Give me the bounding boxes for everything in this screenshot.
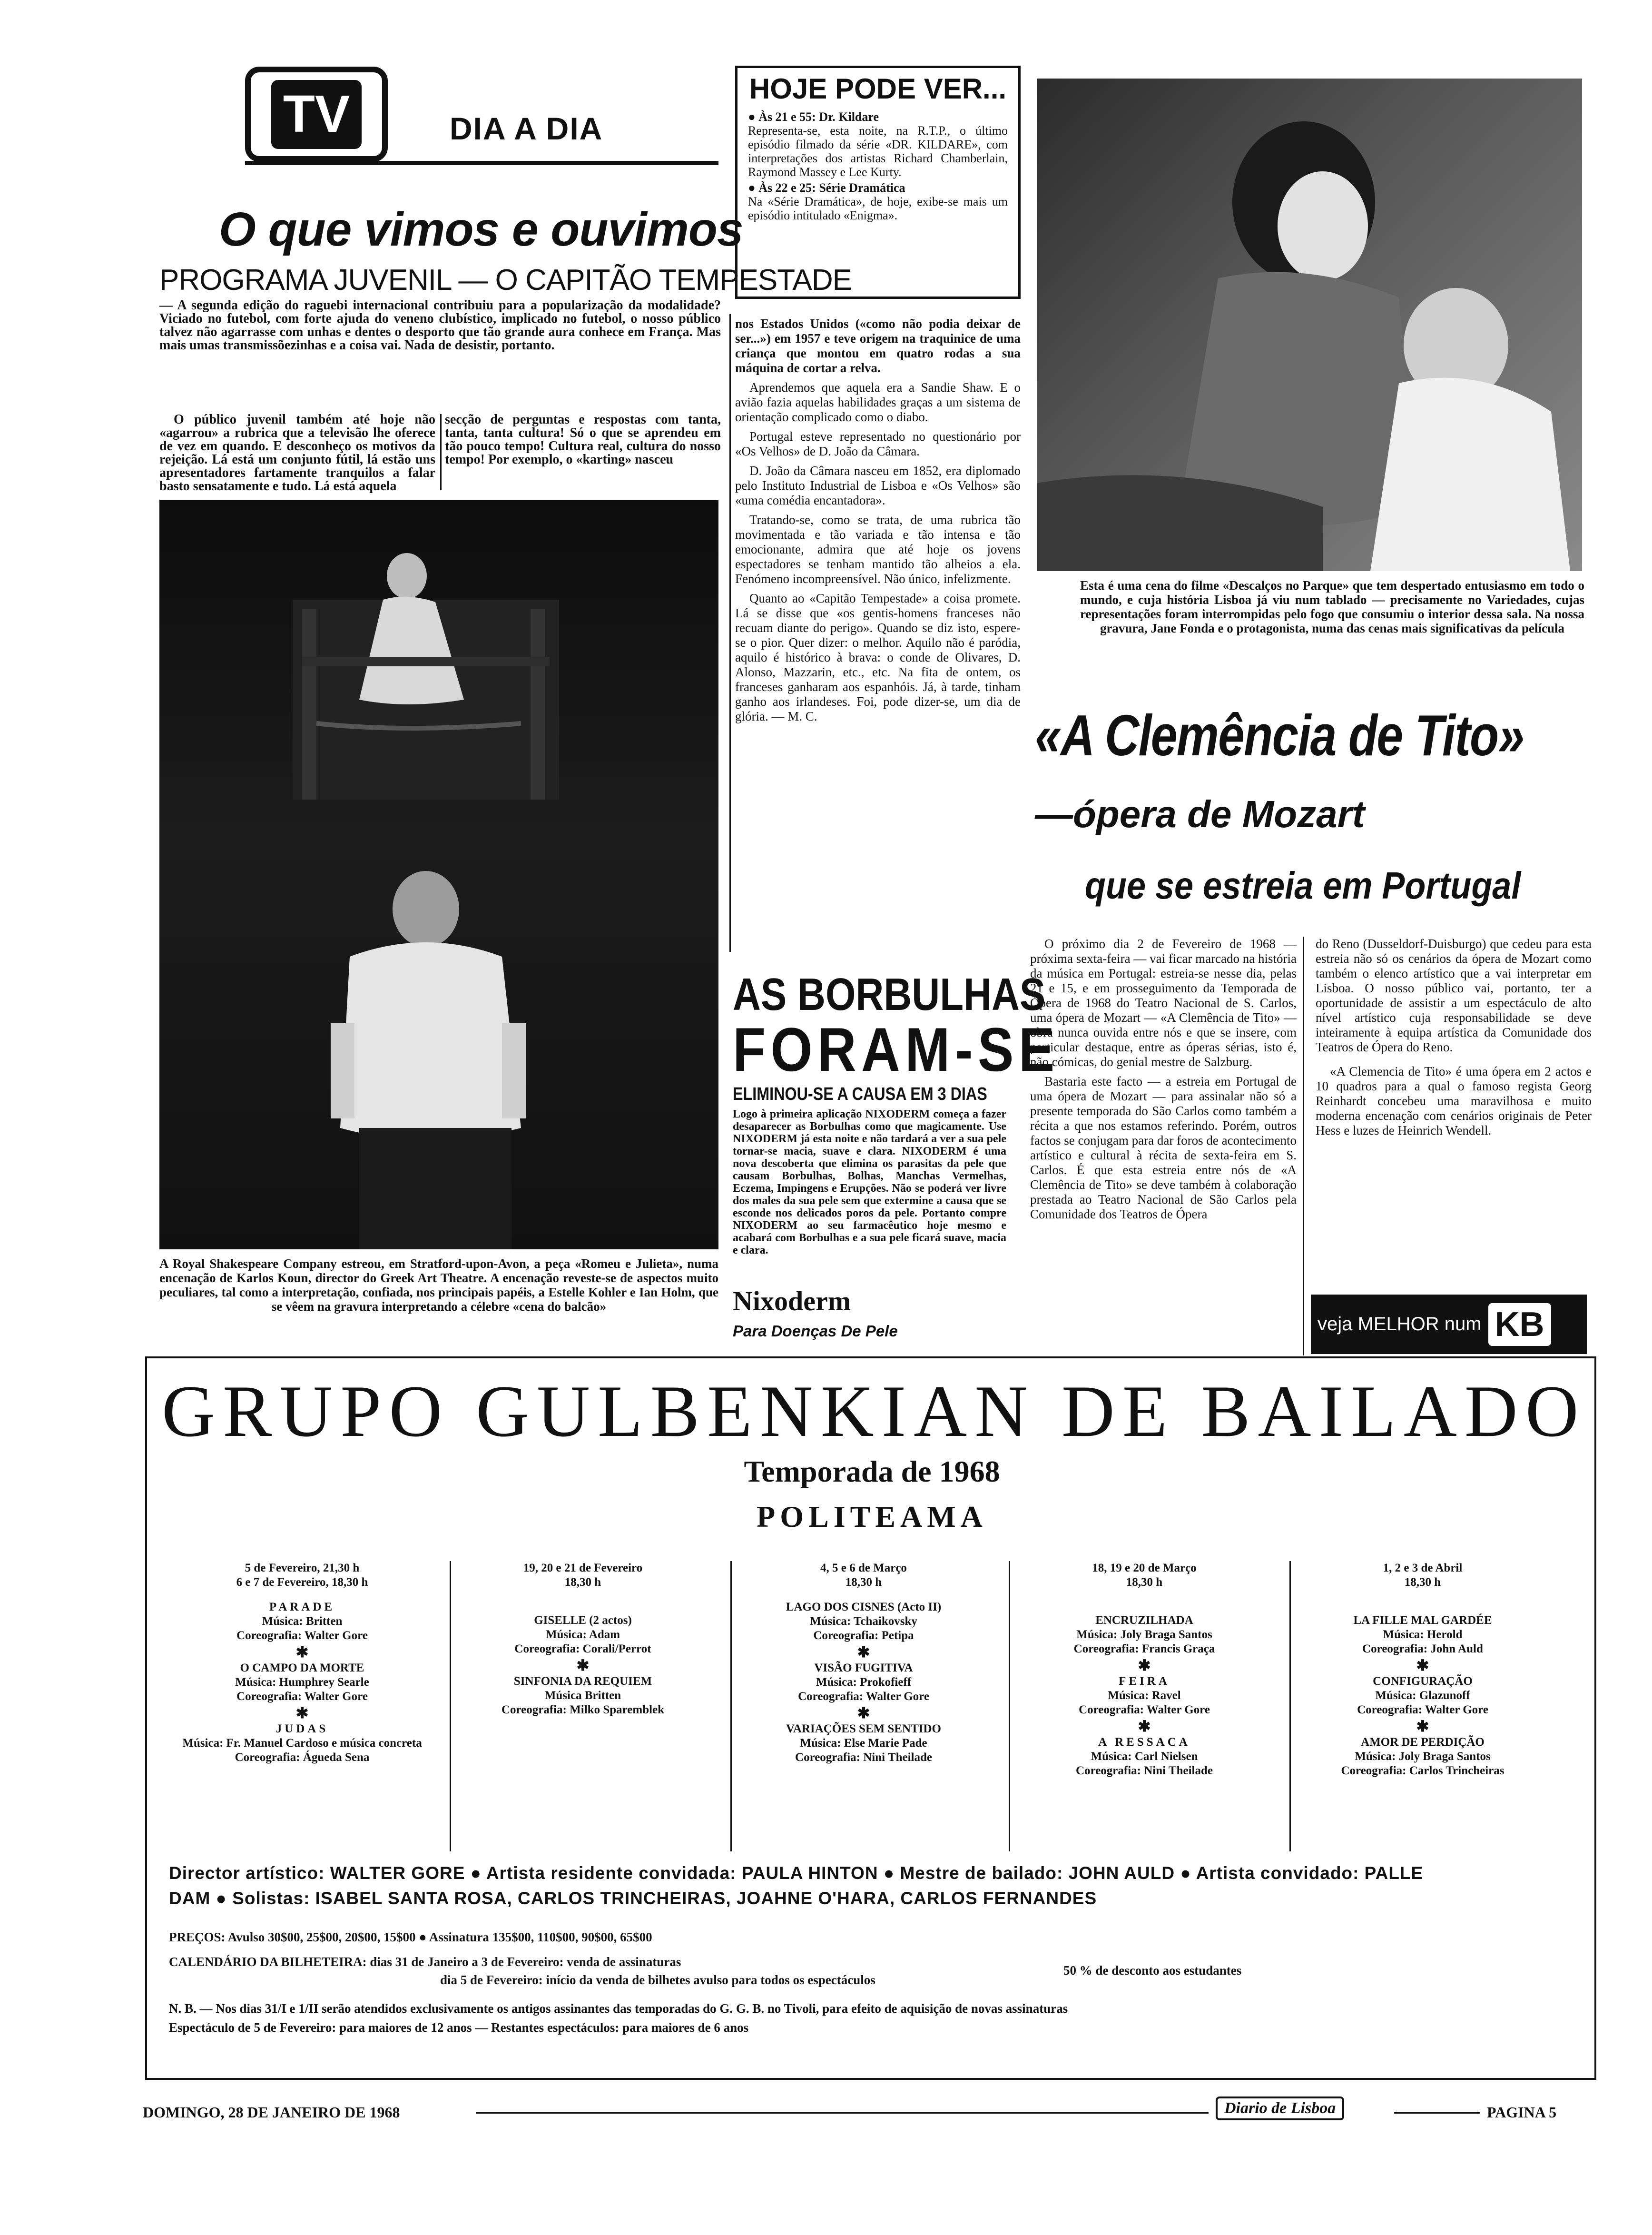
nixo-body: Logo à primeira aplicação NIXODERM começa a fazer desaparecer as Borbulhas como que magicamente. Use NIXODERM já esta noite e não tardará a ver a sua pele tornar-se macia, suave e clara. NIXODERM é uma nova descoberta que elimina os parasitas da pele que causam Borbulhas, Bolhas, Manchas Vermelhas, Eczema, Impingens e Erupções. Não se poderá ver livre dos males da sua pele sem que extermine a causa que se esconde nos delicados poros da pele. Portanto compre NIXODERM ao seu farmacêutico hoje mesmo e acabará com Borbulhas e a sua pele ficará suave, macia e clara.: [733, 1108, 1006, 1256]
col1-work3-title: JUDAS: [275, 1722, 329, 1735]
kb-ad-text: veja MELHOR num: [1318, 1314, 1482, 1335]
col5-work3-title: AMOR DE PERDIÇÃO: [1361, 1736, 1485, 1749]
col5-work1-title: LA FILLE MAL GARDÉE: [1353, 1614, 1492, 1627]
col4-work3-music: Música: Carl Nielsen: [1091, 1750, 1198, 1763]
col-divider-1: [440, 414, 442, 490]
col3-date2: 18,30 h: [845, 1576, 882, 1589]
prices: PREÇOS: Avulso 30$00, 25$00, 20$00, 15$00 ● Assinatura 135$00, 110$00, 90$00, 65$00: [169, 1930, 652, 1944]
col5-work3-choreo: Coreografia: Carlos Trincheiras: [1341, 1764, 1504, 1777]
col4-work3-title: A RESSACA: [1098, 1736, 1190, 1749]
col2-work2-music: Música Britten: [544, 1689, 621, 1702]
hoje-item2-text: Na «Série Dramática», de hoje, exibe-se mais um episódio intitulado «Enigma».: [748, 195, 1008, 222]
footer-page: PAGINA 5: [1487, 2104, 1557, 2121]
col3-work2-music: Música: Prokofieff: [816, 1676, 912, 1689]
col3-work2-choreo: Coreografia: Walter Gore: [798, 1690, 929, 1703]
col2-work1-choreo: Coreografia: Corali/Perrot: [514, 1642, 651, 1655]
program-col-2: [457, 1561, 709, 1717]
section-name: DIA A DIA: [450, 111, 603, 146]
col2-date1: 19, 20 e 21 de Fevereiro: [523, 1562, 643, 1574]
col1-date2: 6 e 7 de Fevereiro, 18,30 h: [236, 1576, 368, 1589]
col4-work1-choreo: Coreografia: Francis Graça: [1073, 1642, 1215, 1655]
article-subtitle: PROGRAMA JUVENIL — O CAPITÃO TEMPESTADE: [159, 264, 852, 297]
col2-work2-title: SINFONIA DA REQUIEM: [513, 1675, 652, 1688]
prog-divider-2: [730, 1561, 732, 1851]
col3-work2-title: VISÃO FUGITIVA: [814, 1661, 913, 1674]
calendar-2: dia 5 de Fevereiro: início da venda de bilhetes avulso para todos os espectáculos: [440, 1973, 875, 1987]
opera-title: «A Clemência de Tito»: [1035, 703, 1524, 768]
calendar-1: CALENDÁRIO DA BILHETEIRA: dias 31 de Janeiro a 3 de Fevereiro: venda de assinaturas: [169, 1955, 681, 1969]
col5-work1-music: Música: Herold: [1383, 1628, 1463, 1641]
hoje-item1-title: Dr. Kildare: [819, 110, 879, 124]
col1-work1-title: PARADE: [269, 1601, 335, 1613]
col4-work2-title: FEIRA: [1119, 1675, 1170, 1688]
col1-work2-music: Música: Humphrey Searle: [235, 1676, 369, 1689]
article-p2a-wrap: [159, 413, 435, 498]
col4-work1-music: Música: Joly Braga Santos: [1076, 1628, 1212, 1641]
star-icon: ✱: [1416, 1657, 1429, 1674]
hoje-box: [735, 66, 1021, 299]
star-icon: ✱: [1416, 1718, 1429, 1735]
footer-rule-left: [476, 2112, 1209, 2114]
col1-work1-music: Música: Britten: [262, 1615, 343, 1628]
photo-romeo-juliet: [159, 500, 718, 1249]
photo-descalcos-drawing: [1037, 79, 1582, 571]
col3-work3-title: VARIAÇÕES SEM SENTIDO: [786, 1722, 941, 1735]
article-lead: [159, 299, 721, 357]
program-col-4: [1018, 1561, 1270, 1778]
opera-c1-p1: O próximo dia 2 de Fevereiro de 1968 — próxima sexta-feira — vai ficar marcado na história da música em Portugal: estreia-se nesse dia, pelas 21 e 15, e em prosseguimento da Temporada de Ópera de 1968 do Teatro Nacional de S. Carlos, uma ópera de Mozart — «A Clemência de Tito» — obra nunca ouvida entre nós e que se insere, com particular destaque, entre as óperas sérias, isto é, não cómicas, do genial mestre de Salzburg.: [1030, 937, 1297, 1069]
tv-logo-inner: [271, 80, 362, 149]
nixo-brand: Nixoderm: [733, 1286, 851, 1316]
col4-work1-title: ENCRUZILHADA: [1095, 1614, 1193, 1627]
opera-col1: [1030, 937, 1297, 1226]
col5-date2: 18,30 h: [1404, 1576, 1441, 1589]
star-icon: ✱: [295, 1643, 309, 1661]
col5-work2-title: CONFIGURAÇÃO: [1373, 1675, 1473, 1688]
discount: 50 % de desconto aos estudantes: [1063, 1963, 1242, 1978]
col5-work3-music: Música: Joly Braga Santos: [1355, 1750, 1491, 1763]
photo-right-caption: Esta é uma cena do filme «Descalços no Parque» que tem despertado entusiasmo em todo o mundo, e cuja história Lisboa já viu num tablado — precisamente no Variedades, cujas representações foram interrompidas pelo fogo que consumiu o interior dessa sala. Na nossa gravura, Jane Fonda e o protagonista, numa das cenas mais significativas da película: [1080, 578, 1584, 635]
opera-sub2: que se estreia em Portugal: [1085, 864, 1521, 907]
col2-work2-choreo: Coreografia: Milko Sparemblek: [501, 1703, 665, 1716]
col3-work1-choreo: Coreografia: Petipa: [813, 1629, 914, 1642]
prog-divider-4: [1289, 1561, 1291, 1851]
col1-work3-music: Música: Fr. Manuel Cardoso e música concreta: [182, 1737, 422, 1750]
col-divider-3: [1303, 937, 1304, 1355]
col1-work2-title: O CAMPO DA MORTE: [240, 1661, 364, 1674]
nb-1: N. B. — Nos dias 31/I e 1/II serão atendidos exclusivamente os antigos assinantes das temporadas do G. G. B. no Tivoli, para efeito de aquisição de novas assinaturas: [169, 2001, 1068, 2016]
hoje-item-2: ● Às 22 e 25: Série Dramática Na «Série Dramática», de hoje, exibe-se mais um episódio intitulado «Enigma».: [748, 181, 1008, 222]
col4-date2: 18,30 h: [1126, 1576, 1163, 1589]
article-title: O que vimos e ouvimos: [219, 203, 743, 256]
tv-logo-text: TV: [283, 85, 350, 143]
col2-date2: 18,30 h: [564, 1576, 601, 1589]
program-col-1: [176, 1561, 428, 1765]
col5-work2-choreo: Coreografia: Walter Gore: [1357, 1703, 1488, 1716]
credits-line-1: Director artístico: WALTER GORE ● Artista residente convidada: PAULA HINTON ● Mestre de bailado: JOHN AULD ● Artista convidado: PALLE: [169, 1863, 1424, 1883]
gulbenkian-season: Temporada de 1968: [744, 1454, 1000, 1488]
col2-work1-title: GISELLE (2 actos): [534, 1614, 632, 1627]
hoje-item2-time: Às 22 e 25:: [758, 181, 816, 195]
star-icon: ✱: [295, 1704, 309, 1721]
program-col-5: [1297, 1561, 1549, 1778]
article-p2b: secção de perguntas e respostas com tanta, tanta, tanta cultura! Só o que se aprendeu em tão pouco tempo! Cultura real, cultura do nosso tempo! Por exemplo, o «karting» nasceu: [445, 412, 721, 467]
hoje-item1-time: Às 21 e 55:: [758, 110, 816, 124]
article-p2b-wrap: [445, 413, 721, 471]
tv-logo-box: [245, 67, 388, 162]
col4-work2-choreo: Coreografia: Walter Gore: [1079, 1703, 1210, 1716]
col2-p1: nos Estados Unidos («como não podia deixar de ser...») em 1957 e teve origem na traquinice de uma criança que montou em quatro rodas a sua máquina de cortar a relva.: [735, 316, 1021, 375]
col3-date1: 4, 5 e 6 de Março: [820, 1562, 907, 1574]
col4-date1: 18, 19 e 20 de Março: [1092, 1562, 1197, 1574]
col1-date1: 5 de Fevereiro, 21,30 h: [245, 1562, 360, 1574]
opera-c2-p2: «A Clemencia de Tito» é uma ópera em 2 actos e 10 quadros para a qual o famoso regista Georg Reinhardt concebeu uma maravilhosa e muito moderna encenação com cenários originais de Peter Hess e luzes de Heinrich Wendell.: [1316, 1064, 1592, 1137]
photo-left-caption: A Royal Shakespeare Company estreou, em Stratford-upon-Avon, a peça «Romeu e Julieta», numa encenação de Karlos Koun, director do Greek Art Theatre. A encenação reveste-se de aspectos muito peculiares, tal como a interpretação, confiada, nos principais papéis, a Estelle Kohler e Ian Holm, que se vêem na gravura interpretando a célebre «cena do balcão»: [159, 1256, 718, 1314]
gulbenkian-venue: POLITEAMA: [757, 1500, 987, 1533]
prog-divider-1: [450, 1561, 451, 1851]
kb-ad: [1311, 1295, 1587, 1354]
col2-p3: Portugal esteve representado no questionário por «Os Velhos» de D. João da Câmara.: [735, 429, 1021, 458]
nixo-sub: ELIMINOU-SE A CAUSA EM 3 DIAS: [733, 1084, 987, 1104]
hoje-item-1: ● Às 21 e 55: Dr. Kildare Representa-se, esta noite, na R.T.P., o último episódio filmado da série «DR. KILDARE», com interpretações dos artistas Richard Chamberlain, Raymond Massey e Lee Kurty.: [748, 110, 1008, 179]
article-p2a: O público juvenil também até hoje não «agarrou» a rubrica que a televisão lhe oferece de vez em quando. E desconheço os motivos da rejeição. Lá está um conjunto fútil, lá estão uns apresentadores fartamente tranquilos a falar basto sensatamente e tudo. Lá está aquela: [159, 412, 435, 494]
nixo-headline-2: FORAM-SE: [733, 1015, 1060, 1084]
col2-work1-music: Música: Adam: [545, 1628, 620, 1641]
col4-work2-music: Música: Ravel: [1108, 1689, 1181, 1702]
col1-work3-choreo: Coreografia: Águeda Sena: [235, 1751, 370, 1764]
col5-date1: 1, 2 e 3 de Abril: [1383, 1562, 1463, 1574]
opera-sub1: —ópera de Mozart: [1035, 793, 1365, 835]
footer-date: DOMINGO, 28 DE JANEIRO DE 1968: [143, 2104, 400, 2121]
opera-c1-p2: Bastaria este facto — a estreia em Portugal de uma ópera de Mozart — para assinalar não só a presente temporada do São Carlos como também a récita a que nos estamos referindo. Porém, outros factos se conjugam para dar foros de acontecimento artístico e cultural à récita de sexta-feira em S. Carlos. É que esta estreia entre nós de «A Clemência de Tito» se deve também à colaboração prestada ao Teatro Nacional de São Carlos pela Comunidade dos Teatros de Ópera: [1030, 1074, 1297, 1221]
hoje-title: HOJE PODE VER...: [749, 73, 1007, 105]
footer-rule-right: [1394, 2112, 1480, 2114]
col1-work1-choreo: Coreografia: Walter Gore: [236, 1629, 368, 1642]
hoje-item2-title: Série Dramática: [819, 181, 905, 195]
header-rule: [245, 161, 718, 165]
col2-p6: Quanto ao «Capitão Tempestade» a coisa promete. Lá se disse que «os gentis-homens franceses não recuam diante do perigo». Quando se diz isto, espere-se o pior. Quer dizer: o melhor. Aquilo não é paródia, aquilo é histórico à brava: o conde de Olivares, D. Alonso, Mazzarin, etc., etc. Na fita de ontem, os franceses ganharam aos espanhóis. Já, à tarde, tinham ganho aos irlandeses. Foi, pode dizer-se, um dia de glória. — M. C.: [735, 591, 1021, 723]
col3-work1-title: LAGO DOS CISNES (Acto II): [786, 1601, 942, 1613]
program-col-3: [738, 1561, 990, 1765]
col4-work3-choreo: Coreografia: Nini Theilade: [1076, 1764, 1213, 1777]
star-icon: ✱: [576, 1657, 590, 1674]
photo-romeo-juliet-drawing: [159, 500, 718, 1249]
star-icon: ✱: [857, 1643, 870, 1661]
col2-p5: Tratando-se, como se trata, de uma rubrica tão movimentada e tão variada e tão intensa e tão emocionante, admira que até hoje os jovens espectadores se tenham mantido tão alheios a ela. Fenómeno incompreensível. Não único, infelizmente.: [735, 513, 1021, 586]
opera-col2: [1316, 937, 1592, 1143]
col-divider-2: [729, 314, 731, 952]
opera-c2-p1: do Reno (Dusseldorf-Duisburgo) que cedeu para esta estreia não só os cenários da ópera de Mozart como também o elenco artístico que a vai interpretar em Lisboa. O nosso público vai, portanto, ter a oportunidade de assistir a um espectáculo de alto nível artístico cuja responsabilidade se deve inteiramente à equipa artística da Comunidade dos Teatros de Ópera do Reno.: [1316, 937, 1592, 1054]
gulbenkian-title: GRUPO GULBENKIAN DE BAILADO: [162, 1370, 1586, 1452]
col3-work1-music: Música: Tchaikovsky: [810, 1615, 917, 1628]
nixo-tagline: Para Doenças De Pele: [733, 1322, 898, 1340]
star-icon: ✱: [1138, 1718, 1151, 1735]
photo-descalcos-parque: [1037, 79, 1582, 571]
star-icon: ✱: [1138, 1657, 1151, 1674]
col3-work3-music: Música: Else Marie Pade: [800, 1737, 927, 1750]
col5-work2-music: Música: Glazunoff: [1375, 1689, 1470, 1702]
col2-p4: D. João da Câmara nasceu em 1852, era diplomado pelo Instituto Industrial de Lisboa e «Os Velhos» são «uma comédia encantadora».: [735, 464, 1021, 507]
prog-divider-3: [1009, 1561, 1010, 1851]
hoje-item1-text: Representa-se, esta noite, na R.T.P., o último episódio filmado da série «DR. KILDARE», com interpretações dos artistas Richard Chamberlain, Raymond Massey e Lee Kurty.: [748, 124, 1008, 179]
nb-2: Espectáculo de 5 de Fevereiro: para maiores de 12 anos — Restantes espectáculos: para maiores de 6 anos: [169, 2020, 749, 2035]
article-p1: — A segunda edição do raguebi internacional contribuiu para a popularização da modalidade? Viciado no futebol, com forte ajuda do veneno clubístico, implicado no futebol, o nosso público talvez não agarrasse com unhas e dentes o desporto que tão grande aura conhece em França. Mas mais umas transmissõezinhas e a coisa vai. Nada de desistir, portanto.: [159, 298, 721, 353]
col5-work1-choreo: Coreografia: John Auld: [1362, 1642, 1483, 1655]
star-icon: ✱: [857, 1704, 870, 1721]
col2-p2: Aprendemos que aquela era a Sandie Shaw. E o avião fazia aquelas habilidades graças a um sistema de orientação complicado como o diabo.: [735, 380, 1021, 424]
credits-line-2: DAM ● Solistas: ISABEL SANTA ROSA, CARLOS TRINCHEIRAS, JOAHNE O'HARA, CARLOS FERNANDES: [169, 1889, 1097, 1908]
col3-work3-choreo: Coreografia: Nini Theilade: [795, 1751, 932, 1764]
col1-work2-choreo: Coreografia: Walter Gore: [236, 1690, 368, 1703]
kb-logo: KB: [1488, 1303, 1551, 1346]
nixo-headline-1: AS BORBULHAS: [733, 969, 1046, 1020]
article-col2: [735, 316, 1021, 729]
footer-paper: Diario de Lisboa: [1216, 2097, 1344, 2120]
